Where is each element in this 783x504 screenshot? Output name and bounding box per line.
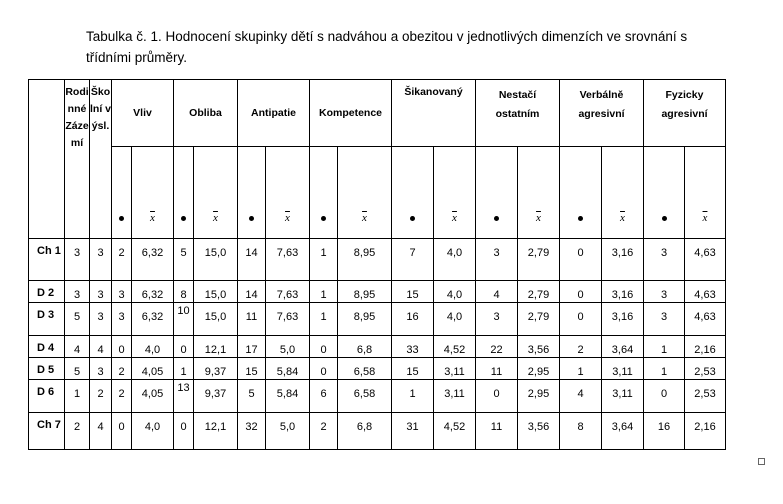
header-nestaci: Nestačí ostatním bbox=[476, 80, 560, 147]
table-resize-handle[interactable] bbox=[758, 458, 765, 465]
table-cell: 2 bbox=[560, 336, 602, 358]
mean-symbol-cell bbox=[518, 147, 560, 239]
row-label: D 3 bbox=[29, 303, 65, 336]
table-cell: 3 bbox=[644, 303, 685, 336]
mean-symbol: $\overline{x}$ bbox=[452, 212, 457, 224]
table-cell: 3 bbox=[90, 303, 112, 336]
table-cell: 8,95 bbox=[338, 281, 392, 303]
mean-symbol: $\overline{x}$ bbox=[620, 212, 625, 224]
table-cell: 12,1 bbox=[194, 336, 238, 358]
table-row bbox=[29, 239, 726, 281]
count-symbol-cell bbox=[174, 147, 194, 239]
table-cell: 10 bbox=[174, 303, 194, 336]
table-cell: 5,0 bbox=[266, 336, 310, 358]
bullet-icon bbox=[494, 216, 499, 221]
table-cell: 4,63 bbox=[685, 303, 726, 336]
table-cell: 3 bbox=[476, 239, 518, 281]
table-cell: 1 bbox=[644, 336, 685, 358]
table-cell: 2 bbox=[65, 413, 90, 450]
table-cell: 3,16 bbox=[602, 303, 644, 336]
table-cell: 1 bbox=[560, 358, 602, 380]
mean-symbol-cell bbox=[338, 147, 392, 239]
table-cell: 0 bbox=[644, 380, 685, 413]
table-cell: 1 bbox=[392, 380, 434, 413]
header-kompetence: Kompetence bbox=[310, 80, 392, 147]
table-cell: 22 bbox=[476, 336, 518, 358]
table-cell: 3 bbox=[65, 281, 90, 303]
table-cell: 3 bbox=[90, 358, 112, 380]
count-symbol-cell bbox=[310, 147, 338, 239]
table-cell: 3,11 bbox=[434, 358, 476, 380]
corner-cell bbox=[29, 80, 65, 239]
table-cell: 5,0 bbox=[266, 413, 310, 450]
table-cell: 6,32 bbox=[132, 239, 174, 281]
mean-symbol: $\overline{x}$ bbox=[150, 212, 155, 224]
table-cell: 2,95 bbox=[518, 380, 560, 413]
mean-symbol: $\overline{x}$ bbox=[213, 212, 218, 224]
mean-symbol: $\overline{x}$ bbox=[362, 212, 367, 224]
table-cell: 1 bbox=[310, 303, 338, 336]
header-vliv: Vliv bbox=[112, 80, 174, 147]
header-obliba: Obliba bbox=[174, 80, 238, 147]
table-cell: 2,79 bbox=[518, 303, 560, 336]
table-cell: 13 bbox=[174, 380, 194, 413]
table-cell: 33 bbox=[392, 336, 434, 358]
table-cell: 3 bbox=[90, 239, 112, 281]
row-label: D 5 bbox=[29, 358, 65, 380]
bullet-icon bbox=[321, 216, 326, 221]
table-cell: 4,52 bbox=[434, 413, 476, 450]
table-cell: 2 bbox=[112, 358, 132, 380]
table-cell: 5 bbox=[174, 239, 194, 281]
table-cell: 12,1 bbox=[194, 413, 238, 450]
table-cell: 14 bbox=[238, 281, 266, 303]
table-cell: 0 bbox=[310, 358, 338, 380]
table-cell: 0 bbox=[476, 380, 518, 413]
table-cell: 2,79 bbox=[518, 239, 560, 281]
table-cell: 11 bbox=[476, 413, 518, 450]
table-row bbox=[29, 303, 726, 336]
table-cell: 8,95 bbox=[338, 239, 392, 281]
table-cell: 4,0 bbox=[434, 303, 476, 336]
table-cell: 0 bbox=[112, 336, 132, 358]
header-fyzicky: Fyzicky agresivní bbox=[644, 80, 726, 147]
table-row bbox=[29, 358, 726, 380]
table-cell: 7 bbox=[392, 239, 434, 281]
bullet-icon bbox=[662, 216, 667, 221]
table-cell: 3,64 bbox=[602, 413, 644, 450]
table-cell: 3,56 bbox=[518, 413, 560, 450]
table-cell: 2,53 bbox=[685, 358, 726, 380]
count-symbol-cell bbox=[644, 147, 685, 239]
count-symbol-cell bbox=[392, 147, 434, 239]
table-cell: 4 bbox=[476, 281, 518, 303]
table-cell: 14 bbox=[238, 239, 266, 281]
table-cell: 5 bbox=[238, 380, 266, 413]
table-row bbox=[29, 281, 726, 303]
count-symbol-cell bbox=[238, 147, 266, 239]
table-cell: 3,11 bbox=[602, 380, 644, 413]
table-cell: 4 bbox=[65, 336, 90, 358]
mean-symbol: $\overline{x}$ bbox=[285, 212, 290, 224]
bullet-icon bbox=[410, 216, 415, 221]
header-sikanovany: Šikanovaný bbox=[392, 80, 476, 147]
table-cell: 0 bbox=[560, 239, 602, 281]
table-row bbox=[29, 413, 726, 450]
table-cell: 2 bbox=[112, 380, 132, 413]
table-cell: 0 bbox=[560, 303, 602, 336]
table-cell: 6,58 bbox=[338, 380, 392, 413]
row-label: D 2 bbox=[29, 281, 65, 303]
table-cell: 8,95 bbox=[338, 303, 392, 336]
table-cell: 2,95 bbox=[518, 358, 560, 380]
table-cell: 6 bbox=[310, 380, 338, 413]
table-cell: 1 bbox=[174, 358, 194, 380]
table-cell: 6,58 bbox=[338, 358, 392, 380]
table-cell: 15,0 bbox=[194, 303, 238, 336]
table-cell: 3 bbox=[90, 281, 112, 303]
table-cell: 4,0 bbox=[132, 413, 174, 450]
table-cell: 15,0 bbox=[194, 239, 238, 281]
table-cell: 3,11 bbox=[602, 358, 644, 380]
table-cell: 0 bbox=[174, 413, 194, 450]
table-cell: 4 bbox=[90, 413, 112, 450]
table-cell: 5,84 bbox=[266, 358, 310, 380]
table-cell: 4 bbox=[560, 380, 602, 413]
table-cell: 6,32 bbox=[132, 303, 174, 336]
table-cell: 16 bbox=[392, 303, 434, 336]
mean-symbol-cell bbox=[685, 147, 726, 239]
table-cell: 3,64 bbox=[602, 336, 644, 358]
bullet-icon bbox=[249, 216, 254, 221]
table-caption: Tabulka č. 1. Hodnocení skupinky dětí s nadváhou a obezitou v jednotlivých dimenzích ve srovnání s třídními průměry. bbox=[86, 29, 688, 65]
count-symbol-cell bbox=[112, 147, 132, 239]
table-cell: 1 bbox=[644, 358, 685, 380]
row-label: Ch 7 bbox=[29, 413, 65, 450]
table-cell: 11 bbox=[238, 303, 266, 336]
table-cell: 15 bbox=[238, 358, 266, 380]
table-cell: 16 bbox=[644, 413, 685, 450]
table-cell: 0 bbox=[560, 281, 602, 303]
table-row bbox=[29, 380, 726, 413]
table-cell: 1 bbox=[310, 281, 338, 303]
table-cell: 4,0 bbox=[132, 336, 174, 358]
bullet-icon bbox=[181, 216, 186, 221]
table-cell: 0 bbox=[112, 413, 132, 450]
table-cell: 5 bbox=[65, 358, 90, 380]
count-symbol-cell bbox=[560, 147, 602, 239]
table-cell: 6,8 bbox=[338, 413, 392, 450]
mean-symbol-cell bbox=[266, 147, 310, 239]
row-label: D 6 bbox=[29, 380, 65, 413]
table-cell: 3,11 bbox=[434, 380, 476, 413]
table-cell: 2,53 bbox=[685, 380, 726, 413]
table-cell: 2,16 bbox=[685, 413, 726, 450]
table-cell: 3,16 bbox=[602, 281, 644, 303]
table-cell: 7,63 bbox=[266, 281, 310, 303]
table-cell: 4 bbox=[90, 336, 112, 358]
mean-symbol: $\overline{x}$ bbox=[536, 212, 541, 224]
mean-symbol-cell bbox=[434, 147, 476, 239]
table-cell: 8 bbox=[560, 413, 602, 450]
table-cell: 3 bbox=[65, 239, 90, 281]
table-cell: 4,05 bbox=[132, 358, 174, 380]
table-cell: 5,84 bbox=[266, 380, 310, 413]
table-cell: 2 bbox=[310, 413, 338, 450]
bullet-icon bbox=[578, 216, 583, 221]
table-cell: 15 bbox=[392, 358, 434, 380]
table-cell: 4,05 bbox=[132, 380, 174, 413]
table-cell: 3 bbox=[644, 239, 685, 281]
header-skolni-vysl: Školní výsl. bbox=[90, 80, 112, 239]
table-cell: 4,0 bbox=[434, 239, 476, 281]
table-cell: 32 bbox=[238, 413, 266, 450]
table-cell: 17 bbox=[238, 336, 266, 358]
mean-symbol-cell bbox=[602, 147, 644, 239]
table-cell: 4,0 bbox=[434, 281, 476, 303]
data-table bbox=[28, 79, 726, 450]
header-rodinne-zazemi: Rodinné Zázemí bbox=[65, 80, 90, 239]
table-cell: 2,16 bbox=[685, 336, 726, 358]
count-symbol-cell bbox=[476, 147, 518, 239]
table-cell: 3,56 bbox=[518, 336, 560, 358]
mean-symbol-cell bbox=[194, 147, 238, 239]
table-cell: 2,79 bbox=[518, 281, 560, 303]
table-cell: 4,52 bbox=[434, 336, 476, 358]
table-cell: 0 bbox=[174, 336, 194, 358]
mean-symbol: $\overline{x}$ bbox=[702, 212, 708, 224]
table-cell: 7,63 bbox=[266, 239, 310, 281]
mean-symbol-cell bbox=[132, 147, 174, 239]
table-cell: 6,8 bbox=[338, 336, 392, 358]
table-cell: 0 bbox=[310, 336, 338, 358]
row-label: Ch 1 bbox=[29, 239, 65, 281]
table-cell: 3 bbox=[476, 303, 518, 336]
table-cell: 4,63 bbox=[685, 239, 726, 281]
table-cell: 3,16 bbox=[602, 239, 644, 281]
table-cell: 5 bbox=[65, 303, 90, 336]
table-cell: 1 bbox=[65, 380, 90, 413]
table-cell: 2 bbox=[90, 380, 112, 413]
header-antipatie: Antipatie bbox=[238, 80, 310, 147]
table-cell: 3 bbox=[112, 281, 132, 303]
table-cell: 3 bbox=[644, 281, 685, 303]
bullet-icon bbox=[119, 216, 124, 221]
table-row bbox=[29, 336, 726, 358]
table-cell: 2 bbox=[112, 239, 132, 281]
table-cell: 9,37 bbox=[194, 358, 238, 380]
table-cell: 6,32 bbox=[132, 281, 174, 303]
table-cell: 11 bbox=[476, 358, 518, 380]
table-cell: 15 bbox=[392, 281, 434, 303]
table-cell: 15,0 bbox=[194, 281, 238, 303]
table-cell: 1 bbox=[310, 239, 338, 281]
header-verbalne: Verbálně agresivní bbox=[560, 80, 644, 147]
table-cell: 31 bbox=[392, 413, 434, 450]
row-label: D 4 bbox=[29, 336, 65, 358]
table-cell: 3 bbox=[112, 303, 132, 336]
table-cell: 8 bbox=[174, 281, 194, 303]
table-cell: 9,37 bbox=[194, 380, 238, 413]
table-cell: 4,63 bbox=[685, 281, 726, 303]
table-cell: 7,63 bbox=[266, 303, 310, 336]
